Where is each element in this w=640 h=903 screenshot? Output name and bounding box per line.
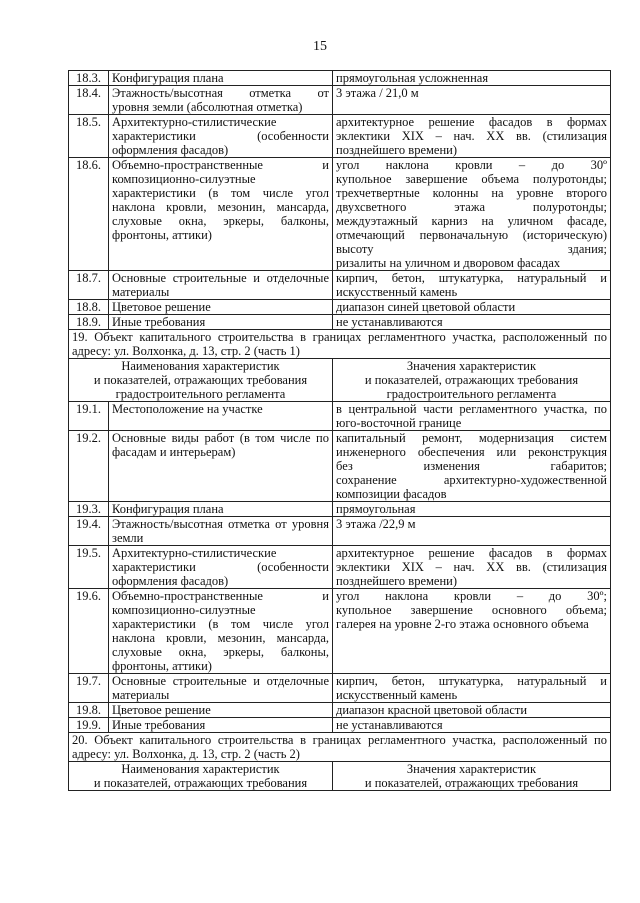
text-line: адресу: ул. Волхонка, д. 13, стр. 2 (часть 2) <box>72 747 300 761</box>
table-row <box>69 315 611 330</box>
text-line: Архитектурно-стилистические <box>112 115 277 129</box>
characteristic-value <box>333 546 611 589</box>
text-line: градостроительного регламента <box>386 387 557 401</box>
text-line: инженерного обеспечения или реконструкция <box>336 445 607 459</box>
text-line: фронтоны, аттики) <box>112 228 212 242</box>
table-row <box>69 115 611 158</box>
text-line: и показателей, отражающих требования <box>93 776 308 790</box>
text-line: характеристики (особенности <box>112 129 329 143</box>
characteristic-name <box>109 402 333 431</box>
text-line: трехчетвертные колонны на уровне второго <box>336 186 607 200</box>
text-line: Этажность/высотная отметка от уровня <box>112 517 329 531</box>
table-row <box>69 718 611 733</box>
characteristic-value <box>333 703 611 718</box>
text-line: диапазон синей цветовой области <box>336 300 516 314</box>
row-number: 18.3. <box>69 71 109 86</box>
table-row <box>69 589 611 674</box>
text-line: Наименования характеристик <box>121 359 280 373</box>
text-line: купольное завершение объема полуротонды; <box>336 172 607 186</box>
section-20-header-row <box>69 762 611 791</box>
characteristic-name <box>109 115 333 158</box>
row-number: 18.6. <box>69 158 109 271</box>
text-line: Этажность/высотная отметка от <box>112 86 329 100</box>
row-number: 19.2. <box>69 431 109 502</box>
text-line: угол наклона кровли – до 30º; <box>336 589 607 603</box>
text-line: 3 этажа /22,9 м <box>336 517 416 531</box>
characteristic-name <box>109 158 333 271</box>
text-line: галерея на уровне 2-го этажа основного объема <box>336 617 589 631</box>
row-number: 19.1. <box>69 402 109 431</box>
characteristic-name <box>109 86 333 115</box>
text-line: прямоугольная усложненная <box>336 71 489 85</box>
text-line: прямоугольная <box>336 502 416 516</box>
row-number: 18.4. <box>69 86 109 115</box>
text-line: оформления фасадов) <box>112 574 229 588</box>
text-line: фасадам и интерьерам) <box>112 445 236 459</box>
text-line: Наименования характеристик <box>121 762 280 776</box>
text-line: позднейшего времени) <box>336 574 458 588</box>
text-line: позднейшего времени) <box>336 143 458 157</box>
text-line: Архитектурно-стилистические <box>112 546 277 560</box>
table-row <box>69 71 611 86</box>
text-line: наклона кровли, мезонин, мансарда, <box>112 200 329 214</box>
text-line: междуэтажный карниз на уличном фасаде, <box>336 214 607 228</box>
characteristic-name <box>109 517 333 546</box>
characteristic-name <box>109 431 333 502</box>
characteristic-value <box>333 718 611 733</box>
row-number: 18.8. <box>69 300 109 315</box>
characteristic-value <box>333 517 611 546</box>
table-row <box>69 402 611 431</box>
row-number: 19.5. <box>69 546 109 589</box>
text-line: капитальный ремонт, модернизация систем <box>336 431 607 445</box>
text-line: диапазон красной цветовой области <box>336 703 528 717</box>
text-line: юго-восточной границе <box>336 416 462 430</box>
text-line: Местоположение на участке <box>112 402 263 416</box>
section-20-title-row <box>69 733 611 762</box>
text-line: эклектики XIX – нач. XX вв. (стилизация <box>336 129 607 143</box>
text-line: композиционно-силуэтные <box>112 172 256 186</box>
characteristic-name <box>109 546 333 589</box>
column-header-value <box>333 359 611 402</box>
text-line: не устанавливаются <box>336 315 443 329</box>
text-line: Цветовое решение <box>112 703 211 717</box>
row-number: 19.7. <box>69 674 109 703</box>
row-number: 19.4. <box>69 517 109 546</box>
text-line: 3 этажа / 21,0 м <box>336 86 419 100</box>
characteristic-value <box>333 589 611 674</box>
row-number: 18.9. <box>69 315 109 330</box>
text-line: градостроительного регламента <box>115 387 286 401</box>
text-line: архитектурное решение фасадов в формах <box>336 115 607 129</box>
row-number: 19.3. <box>69 502 109 517</box>
text-line: Конфигурация плана <box>112 502 224 516</box>
characteristic-name <box>109 589 333 674</box>
table-row <box>69 674 611 703</box>
table-row <box>69 271 611 300</box>
table-row <box>69 431 611 502</box>
text-line: купольное завершение основного объема; <box>336 603 607 617</box>
text-line: искусственный камень <box>336 285 458 299</box>
section-19-title-row <box>69 330 611 359</box>
text-line: в центральной части регламентного участка, по <box>336 402 607 416</box>
text-line: 20. Объект капитального строительства в границах регламентного участка, расположенный по <box>72 733 607 747</box>
page-number: 15 <box>313 39 327 54</box>
text-line: фронтоны, аттики) <box>112 659 212 673</box>
table-row <box>69 546 611 589</box>
text-line: 19. Объект капитального строительства в границах регламентного участка, расположенный по <box>72 330 607 344</box>
text-line: угол наклона кровли – до 30º <box>336 158 607 172</box>
row-number: 18.7. <box>69 271 109 300</box>
characteristic-name <box>109 71 333 86</box>
characteristic-name <box>109 300 333 315</box>
text-line: кирпич, бетон, штукатурка, натуральный и <box>336 271 607 285</box>
text-line: без изменения габаритов; <box>336 459 607 473</box>
text-line: слуховые окна, эркеры, балконы, <box>112 214 329 228</box>
text-line: и показателей, отражающих требования <box>93 373 308 387</box>
section-20-title <box>69 733 611 762</box>
text-line: уровня земли (абсолютная отметка) <box>112 100 303 114</box>
characteristic-value <box>333 300 611 315</box>
column-header-name <box>69 762 333 791</box>
text-line: Основные строительные и отделочные <box>112 674 329 688</box>
table-row <box>69 158 611 271</box>
text-line: материалы <box>112 285 170 299</box>
section-19-header-row <box>69 359 611 402</box>
characteristic-value <box>333 402 611 431</box>
text-line: Основные строительные и отделочные <box>112 271 329 285</box>
characteristic-value <box>333 86 611 115</box>
text-line: архитектурное решение фасадов в формах <box>336 546 607 560</box>
text-line: искусственный камень <box>336 688 458 702</box>
characteristic-name <box>109 718 333 733</box>
text-line: материалы <box>112 688 170 702</box>
text-line: высоту здания; <box>336 242 607 256</box>
column-header-value <box>333 762 611 791</box>
row-number: 18.5. <box>69 115 109 158</box>
text-line: эклектики XIX – нач. XX вв. (стилизация <box>336 560 607 574</box>
text-line: Значения характеристик <box>406 762 537 776</box>
text-line: адресу: ул. Волхонка, д. 13, стр. 2 (часть 1) <box>72 344 300 358</box>
text-line: ризалиты на уличном и дворовом фасадах <box>336 256 561 270</box>
characteristic-value <box>333 271 611 300</box>
row-number: 19.6. <box>69 589 109 674</box>
table-row <box>69 502 611 517</box>
text-line: сохранение архитектурно-художественной <box>336 473 607 487</box>
text-line: Основные виды работ (в том числе по <box>112 431 329 445</box>
characteristic-name <box>109 703 333 718</box>
text-line: и показателей, отражающих требования <box>364 776 579 790</box>
table-row <box>69 517 611 546</box>
text-line: Объемно-пространственные и <box>112 589 329 603</box>
characteristic-value <box>333 158 611 271</box>
characteristic-value <box>333 71 611 86</box>
text-line: земли <box>112 531 144 545</box>
characteristic-name <box>109 674 333 703</box>
characteristic-value <box>333 502 611 517</box>
characteristic-value <box>333 674 611 703</box>
text-line: отмечающий первоначальную (историческую) <box>336 228 607 242</box>
row-number: 19.9. <box>69 718 109 733</box>
characteristic-name <box>109 271 333 300</box>
text-line: кирпич, бетон, штукатурка, натуральный и <box>336 674 607 688</box>
table-row <box>69 300 611 315</box>
section-19-title <box>69 330 611 359</box>
table-row <box>69 86 611 115</box>
characteristic-value <box>333 431 611 502</box>
characteristic-value <box>333 315 611 330</box>
text-line: Иные требования <box>112 718 206 732</box>
text-line: композиции фасадов <box>336 487 447 501</box>
characteristic-name <box>109 502 333 517</box>
text-line: наклона кровли, мезонин, мансарда, <box>112 631 329 645</box>
text-line: композиционно-силуэтные <box>112 603 256 617</box>
row-number: 19.8. <box>69 703 109 718</box>
text-line: характеристики (в том числе угол <box>112 617 329 631</box>
text-line: Иные требования <box>112 315 206 329</box>
text-line: Цветовое решение <box>112 300 211 314</box>
column-header-name <box>69 359 333 402</box>
requirements-table <box>68 70 611 791</box>
characteristic-name <box>109 315 333 330</box>
text-line: и показателей, отражающих требования <box>364 373 579 387</box>
text-line: характеристики (особенности <box>112 560 329 574</box>
text-line: оформления фасадов) <box>112 143 229 157</box>
text-line: не устанавливаются <box>336 718 443 732</box>
table-row <box>69 703 611 718</box>
characteristic-value <box>333 115 611 158</box>
text-line: Объемно-пространственные и <box>112 158 329 172</box>
text-line: двухсветного этажа полуротонды; <box>336 200 607 214</box>
text-line: Конфигурация плана <box>112 71 224 85</box>
text-line: характеристики (в том числе угол <box>112 186 329 200</box>
text-line: Значения характеристик <box>406 359 537 373</box>
text-line: слуховые окна, эркеры, балконы, <box>112 645 329 659</box>
